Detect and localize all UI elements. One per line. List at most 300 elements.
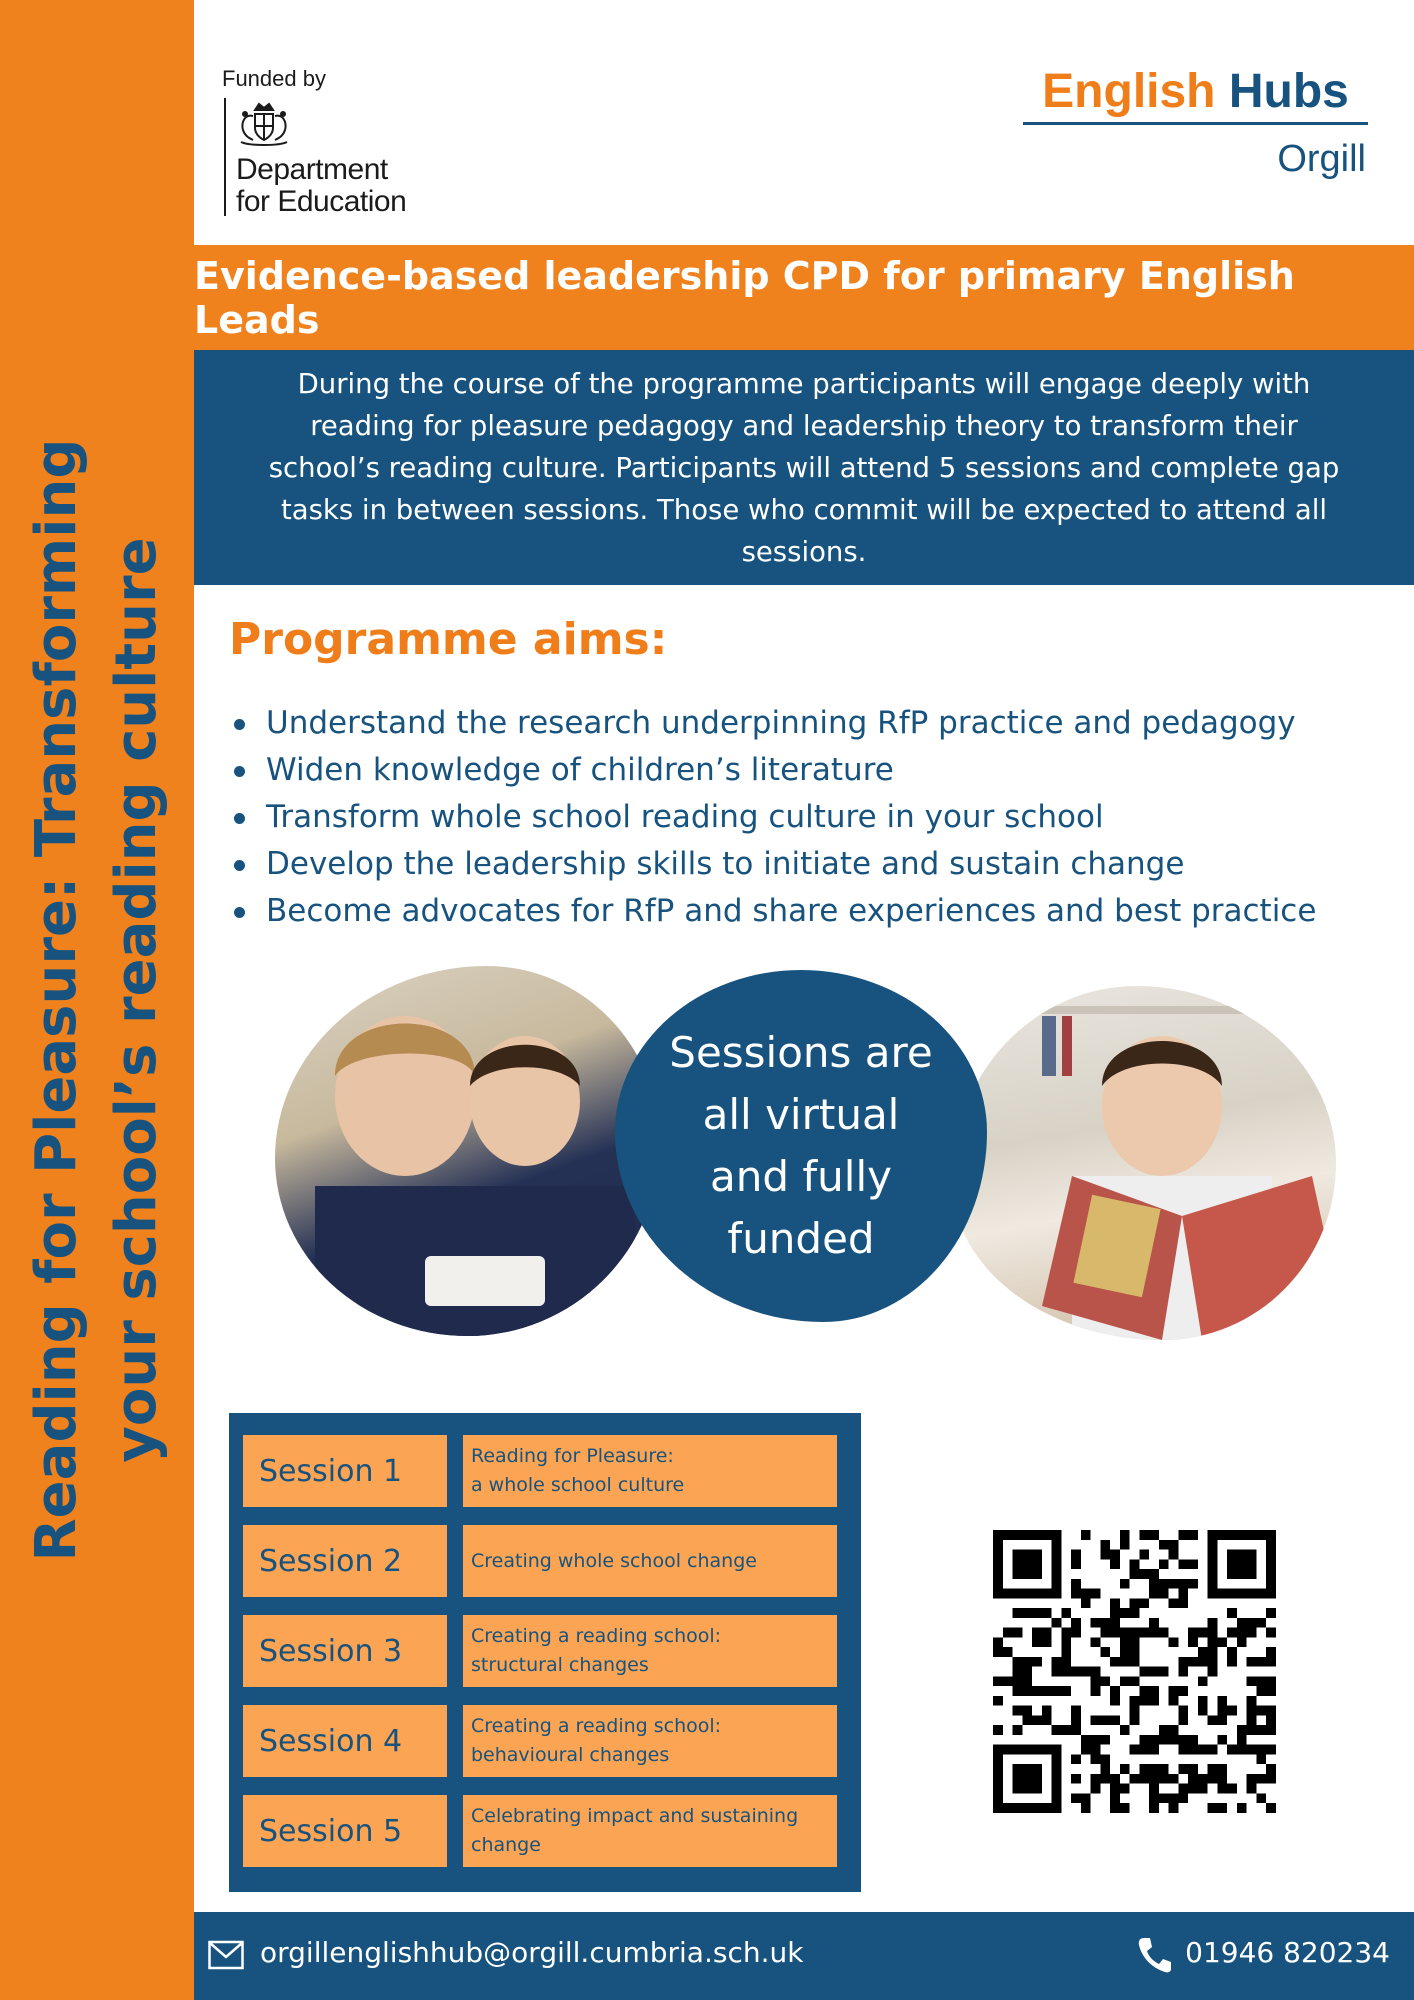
qr-module xyxy=(1120,1676,1130,1686)
qr-module xyxy=(1149,1735,1159,1745)
qr-module xyxy=(1110,1598,1120,1608)
qr-module xyxy=(1100,1735,1110,1745)
qr-module xyxy=(1208,1667,1218,1677)
qr-module xyxy=(1227,1745,1237,1755)
session-row xyxy=(243,1615,839,1687)
qr-module xyxy=(1139,1550,1149,1560)
qr-module xyxy=(1188,1628,1198,1638)
session-desc-line-1: Celebrating impact and sustaining xyxy=(471,1805,799,1827)
qr-module xyxy=(1091,1745,1101,1755)
qr-module xyxy=(1100,1618,1110,1628)
qr-module xyxy=(1091,1618,1101,1628)
qr-module xyxy=(1013,1706,1023,1716)
session-desc-line-2: a whole school culture xyxy=(471,1474,685,1496)
qr-module xyxy=(1110,1618,1120,1628)
session-description xyxy=(463,1795,837,1867)
qr-module xyxy=(1256,1657,1266,1667)
qr-module xyxy=(1178,1745,1188,1755)
qr-module xyxy=(1217,1774,1227,1784)
qr-module xyxy=(1110,1628,1120,1638)
qr-module xyxy=(1091,1637,1101,1647)
aims-list xyxy=(232,700,1392,935)
qr-module xyxy=(1110,1715,1120,1725)
qr-module xyxy=(1149,1784,1159,1794)
qr-module xyxy=(1081,1735,1091,1745)
qr-module xyxy=(1208,1647,1218,1657)
qr-module xyxy=(1071,1618,1081,1628)
qr-module xyxy=(1169,1637,1179,1647)
qr-module xyxy=(1247,1657,1257,1667)
qr-module xyxy=(1120,1540,1130,1550)
qr-module xyxy=(1091,1774,1101,1784)
qr-code[interactable] xyxy=(993,1530,1276,1813)
qr-module xyxy=(1130,1774,1140,1784)
qr-module xyxy=(1130,1647,1140,1657)
aim-item: Widen knowledge of children’s literature xyxy=(232,747,1392,794)
qr-module xyxy=(1256,1754,1266,1764)
qr-module xyxy=(1081,1589,1091,1599)
qr-module xyxy=(1139,1628,1149,1638)
qr-module xyxy=(993,1696,1003,1706)
qr-module xyxy=(1091,1676,1101,1686)
qr-module xyxy=(1198,1628,1208,1638)
qr-module xyxy=(1178,1657,1188,1667)
qr-module xyxy=(1256,1706,1266,1716)
qr-module xyxy=(1227,1628,1237,1638)
qr-module xyxy=(1188,1764,1198,1774)
vertical-title-line-2: your school’s reading culture xyxy=(104,537,169,1463)
qr-module xyxy=(1188,1657,1198,1667)
qr-module xyxy=(1227,1647,1237,1657)
qr-module xyxy=(1237,1637,1247,1647)
qr-module xyxy=(1130,1608,1140,1618)
qr-module xyxy=(1178,1598,1188,1608)
session-label: Session 4 xyxy=(243,1705,447,1777)
qr-module xyxy=(1159,1774,1169,1784)
qr-module xyxy=(1149,1774,1159,1784)
qr-module xyxy=(1256,1745,1266,1755)
qr-module xyxy=(1237,1735,1247,1745)
aim-item: Understand the research underpinning RfP practice and pedagogy xyxy=(232,700,1392,747)
mail-icon xyxy=(208,1940,244,1970)
aim-item: Become advocates for RfP and share experiences and best practice xyxy=(232,888,1392,935)
qr-module xyxy=(1061,1657,1071,1667)
qr-module xyxy=(1178,1706,1188,1716)
qr-module xyxy=(1169,1540,1179,1550)
qr-module xyxy=(1266,1647,1276,1657)
qr-module xyxy=(1100,1676,1110,1686)
qr-module xyxy=(1100,1540,1110,1550)
qr-module xyxy=(1198,1774,1208,1784)
qr-module xyxy=(1266,1706,1276,1716)
qr-module xyxy=(1188,1637,1198,1647)
callout-line-4: funded xyxy=(727,1214,875,1263)
qr-module xyxy=(1022,1608,1032,1618)
aims-heading: Programme aims: xyxy=(229,614,668,665)
qr-module xyxy=(1110,1793,1120,1803)
qr-module xyxy=(1208,1764,1218,1774)
qr-module xyxy=(1013,1764,1042,1793)
qr-module xyxy=(1266,1715,1276,1725)
qr-module xyxy=(1130,1637,1140,1647)
session-description xyxy=(463,1435,837,1507)
qr-module xyxy=(1052,1618,1062,1628)
qr-module xyxy=(1159,1735,1169,1745)
boy-reading-photo xyxy=(952,986,1336,1340)
qr-module xyxy=(1169,1598,1179,1608)
qr-module xyxy=(1266,1686,1276,1696)
qr-module xyxy=(1247,1676,1257,1686)
qr-module xyxy=(1149,1696,1159,1706)
qr-module xyxy=(1237,1803,1247,1813)
qr-module xyxy=(1237,1745,1247,1755)
qr-module xyxy=(1149,1579,1159,1589)
callout-line-1: Sessions are xyxy=(669,1028,933,1077)
qr-module xyxy=(993,1725,1003,1735)
qr-module xyxy=(1013,1686,1023,1696)
qr-module xyxy=(1266,1764,1276,1774)
qr-module xyxy=(1247,1628,1257,1638)
qr-module xyxy=(1032,1608,1042,1618)
qr-module xyxy=(1071,1793,1081,1803)
qr-module xyxy=(1110,1696,1120,1706)
email-link[interactable]: orgillenglishhub@orgill.cumbria.sch.uk xyxy=(260,1936,804,1969)
qr-module xyxy=(1130,1696,1140,1706)
qr-module xyxy=(1022,1667,1032,1677)
qr-module xyxy=(1227,1706,1237,1716)
qr-module xyxy=(1247,1696,1257,1706)
qr-module xyxy=(1003,1647,1013,1657)
qr-module xyxy=(1013,1608,1023,1618)
qr-module xyxy=(1188,1559,1198,1569)
qr-module xyxy=(1266,1628,1276,1638)
qr-module xyxy=(1091,1754,1101,1764)
session-desc-line-1: Reading for Pleasure: xyxy=(471,1445,674,1467)
qr-module xyxy=(1091,1715,1101,1725)
qr-module xyxy=(1071,1754,1081,1764)
qr-module xyxy=(1169,1803,1179,1813)
qr-module xyxy=(1149,1745,1159,1755)
qr-module xyxy=(1022,1715,1032,1725)
qr-module xyxy=(1256,1725,1266,1735)
qr-module xyxy=(1178,1686,1188,1696)
callout-line-3: and fully xyxy=(710,1152,892,1201)
qr-module xyxy=(1247,1618,1257,1628)
qr-module xyxy=(1159,1579,1169,1589)
qr-module xyxy=(1061,1637,1071,1647)
qr-module xyxy=(1052,1657,1062,1667)
qr-module xyxy=(1178,1589,1188,1599)
qr-module xyxy=(1149,1530,1159,1540)
qr-module xyxy=(1149,1589,1159,1599)
qr-module xyxy=(1149,1618,1159,1628)
qr-module xyxy=(1013,1676,1023,1686)
qr-module xyxy=(1100,1647,1110,1657)
qr-module xyxy=(1139,1598,1149,1608)
qr-module xyxy=(1178,1764,1188,1774)
session-row xyxy=(243,1435,839,1507)
qr-module xyxy=(1091,1784,1101,1794)
qr-module xyxy=(1081,1793,1091,1803)
qr-module xyxy=(1149,1667,1159,1677)
qr-module xyxy=(1159,1667,1169,1677)
qr-module xyxy=(1042,1637,1052,1647)
qr-module xyxy=(1022,1657,1032,1667)
qr-module xyxy=(1100,1774,1110,1784)
qr-module xyxy=(1256,1793,1266,1803)
sessions-table xyxy=(229,1413,861,1892)
qr-module xyxy=(1266,1608,1276,1618)
qr-module xyxy=(1139,1764,1149,1774)
qr-module xyxy=(1130,1569,1140,1579)
hub-word-hubs: Hubs xyxy=(1228,65,1349,118)
english-hubs-logo xyxy=(1023,64,1368,125)
qr-module xyxy=(1217,1764,1227,1774)
qr-module xyxy=(1100,1628,1110,1638)
qr-module xyxy=(1032,1715,1042,1725)
qr-module xyxy=(1208,1745,1218,1755)
session-desc-line-2: change xyxy=(471,1834,541,1856)
qr-module xyxy=(1071,1725,1081,1735)
qr-module xyxy=(1042,1686,1052,1696)
qr-module xyxy=(1266,1676,1276,1686)
session-row xyxy=(243,1795,839,1867)
qr-module xyxy=(993,1676,1003,1686)
callout-line-2: all virtual xyxy=(702,1090,900,1139)
qr-module xyxy=(1149,1764,1159,1774)
qr-module xyxy=(1032,1637,1042,1647)
qr-module xyxy=(1159,1628,1169,1638)
qr-module xyxy=(1178,1793,1188,1803)
session-label: Session 5 xyxy=(243,1795,447,1867)
qr-module xyxy=(1247,1706,1257,1716)
qr-module xyxy=(1217,1784,1227,1794)
qr-module xyxy=(1120,1647,1130,1657)
qr-module xyxy=(1120,1579,1130,1589)
qr-module xyxy=(1130,1598,1140,1608)
qr-module xyxy=(1003,1676,1013,1686)
qr-module xyxy=(1178,1735,1188,1745)
qr-module xyxy=(993,1637,1003,1647)
children-reading-illustration xyxy=(275,966,660,1336)
qr-module xyxy=(1120,1628,1130,1638)
qr-module xyxy=(1052,1725,1062,1735)
qr-module xyxy=(1256,1686,1266,1696)
qr-module xyxy=(1032,1628,1042,1638)
qr-module xyxy=(1100,1715,1110,1725)
qr-module xyxy=(1198,1696,1208,1706)
qr-module xyxy=(1061,1667,1071,1677)
qr-module xyxy=(1091,1589,1101,1599)
qr-module xyxy=(1198,1706,1208,1716)
qr-module xyxy=(1013,1667,1023,1677)
qr-module xyxy=(1110,1784,1120,1794)
qr-module xyxy=(1120,1530,1130,1540)
qr-module xyxy=(1013,1550,1042,1579)
qr-module xyxy=(1247,1725,1257,1735)
qr-module xyxy=(1227,1608,1237,1618)
qr-module xyxy=(1217,1735,1227,1745)
hub-word-english: English xyxy=(1042,65,1216,118)
children-reading-photo xyxy=(275,966,660,1336)
qr-module xyxy=(1169,1579,1179,1589)
qr-module xyxy=(1227,1657,1237,1667)
qr-module xyxy=(1013,1628,1023,1638)
qr-module xyxy=(1149,1569,1159,1579)
qr-module xyxy=(993,1647,1003,1657)
qr-module xyxy=(1130,1715,1140,1725)
funded-by-label: Funded by xyxy=(222,66,326,91)
qr-module xyxy=(1052,1686,1062,1696)
qr-module xyxy=(1208,1774,1218,1784)
qr-module xyxy=(1227,1550,1256,1579)
qr-module xyxy=(1022,1706,1032,1716)
qr-module xyxy=(1061,1608,1071,1618)
intro-paragraph: During the course of the programme participants will engage deeply with reading for pleasure pedagogy and leadership theory to transform their school’s reading culture. Participants will attend 5 sessions and complete gap tasks in between sessions. Those who commit will be expected to attend all sessions. xyxy=(194,350,1414,585)
qr-module xyxy=(1159,1764,1169,1774)
qr-module xyxy=(1227,1784,1237,1794)
qr-module xyxy=(1120,1784,1130,1794)
qr-module xyxy=(1198,1745,1208,1755)
qr-module xyxy=(1169,1725,1179,1735)
qr-module xyxy=(1139,1735,1149,1745)
vertical-title-line-1: Reading for Pleasure: Transforming xyxy=(24,438,89,1562)
qr-module xyxy=(1130,1706,1140,1716)
qr-module xyxy=(1022,1676,1032,1686)
qr-module xyxy=(1071,1706,1081,1716)
qr-module xyxy=(1071,1589,1081,1599)
qr-module xyxy=(1247,1774,1257,1784)
qr-module xyxy=(1169,1793,1179,1803)
qr-module xyxy=(1061,1647,1071,1657)
qr-module xyxy=(1169,1735,1179,1745)
qr-module xyxy=(1139,1686,1149,1696)
qr-module xyxy=(1071,1774,1081,1784)
qr-module xyxy=(1256,1676,1266,1686)
session-row xyxy=(243,1705,839,1777)
qr-module xyxy=(1110,1686,1120,1696)
qr-module xyxy=(1149,1628,1159,1638)
qr-module xyxy=(1130,1657,1140,1667)
qr-module xyxy=(1013,1657,1023,1667)
qr-module xyxy=(1266,1725,1276,1735)
qr-module xyxy=(1032,1686,1042,1696)
qr-module xyxy=(1198,1647,1208,1657)
qr-module xyxy=(1159,1559,1169,1569)
qr-module xyxy=(1178,1579,1188,1589)
qr-module xyxy=(1061,1725,1071,1735)
qr-module xyxy=(1188,1735,1198,1745)
qr-module xyxy=(1188,1784,1198,1794)
contact-footer xyxy=(194,1912,1414,2000)
qr-module xyxy=(1120,1803,1130,1813)
qr-module xyxy=(1071,1628,1081,1638)
qr-module xyxy=(1149,1803,1159,1813)
qr-module xyxy=(1120,1637,1130,1647)
qr-module xyxy=(1178,1559,1188,1569)
qr-module xyxy=(1208,1628,1218,1638)
qr-module xyxy=(1198,1784,1208,1794)
qr-module xyxy=(1003,1628,1013,1638)
qr-module xyxy=(1110,1774,1120,1784)
session-desc-line-1: Creating a reading school: xyxy=(471,1625,722,1647)
qr-module xyxy=(1237,1618,1247,1628)
qr-module xyxy=(1208,1657,1218,1667)
qr-module xyxy=(1188,1530,1198,1540)
session-label: Session 1 xyxy=(243,1435,447,1507)
sessions-callout xyxy=(615,970,987,1322)
qr-module xyxy=(1188,1774,1198,1784)
qr-module xyxy=(1110,1803,1120,1813)
dfe-logo-rule xyxy=(224,98,226,216)
session-description xyxy=(463,1615,837,1687)
qr-module xyxy=(1256,1774,1266,1784)
qr-module xyxy=(1198,1657,1208,1667)
qr-module xyxy=(1169,1774,1179,1784)
qr-module xyxy=(1042,1715,1052,1725)
dfe-line-1: Department xyxy=(236,153,388,186)
qr-module xyxy=(1013,1725,1023,1735)
qr-module xyxy=(1217,1696,1227,1706)
qr-module xyxy=(1130,1559,1140,1569)
qr-module xyxy=(1042,1608,1052,1618)
session-label: Session 3 xyxy=(243,1615,447,1687)
qr-module xyxy=(1169,1696,1179,1706)
aim-item: Develop the leadership skills to initiate and sustain change xyxy=(232,841,1392,888)
qr-module xyxy=(1178,1667,1188,1677)
qr-module xyxy=(1032,1657,1042,1667)
qr-module xyxy=(1071,1550,1081,1560)
qr-module xyxy=(1266,1803,1276,1813)
qr-module xyxy=(1178,1530,1188,1540)
sidebar xyxy=(0,0,194,2000)
vertical-title xyxy=(17,300,177,1700)
qr-module xyxy=(1178,1715,1188,1725)
qr-module xyxy=(1159,1540,1169,1550)
dfe-logo-text xyxy=(236,154,406,218)
qr-module xyxy=(1110,1608,1120,1618)
qr-module xyxy=(1208,1803,1218,1813)
qr-module xyxy=(1169,1686,1179,1696)
qr-module xyxy=(1071,1559,1081,1569)
qr-module xyxy=(1198,1676,1208,1686)
qr-module xyxy=(1139,1530,1149,1540)
qr-module xyxy=(1159,1725,1169,1735)
qr-module xyxy=(1120,1657,1130,1667)
aim-item: Transform whole school reading culture in your school xyxy=(232,794,1392,841)
qr-module xyxy=(1266,1774,1276,1784)
qr-module xyxy=(1071,1667,1081,1677)
qr-module xyxy=(1217,1637,1227,1647)
phone-number[interactable]: 01946 820234 xyxy=(1185,1936,1390,1969)
qr-module xyxy=(1188,1579,1198,1589)
qr-module xyxy=(1130,1676,1140,1686)
qr-module xyxy=(1217,1803,1227,1813)
session-description xyxy=(463,1705,837,1777)
qr-module xyxy=(1100,1550,1110,1560)
qr-module xyxy=(1237,1628,1247,1638)
qr-module xyxy=(1061,1628,1071,1638)
phone-icon xyxy=(1136,1936,1172,1974)
qr-module xyxy=(1130,1745,1140,1755)
qr-module xyxy=(1061,1686,1071,1696)
qr-module xyxy=(1071,1579,1081,1589)
dfe-line-2: for Education xyxy=(236,185,407,218)
qr-module xyxy=(1110,1657,1120,1667)
session-description xyxy=(463,1525,837,1597)
qr-module xyxy=(1208,1637,1218,1647)
session-row xyxy=(243,1525,839,1597)
